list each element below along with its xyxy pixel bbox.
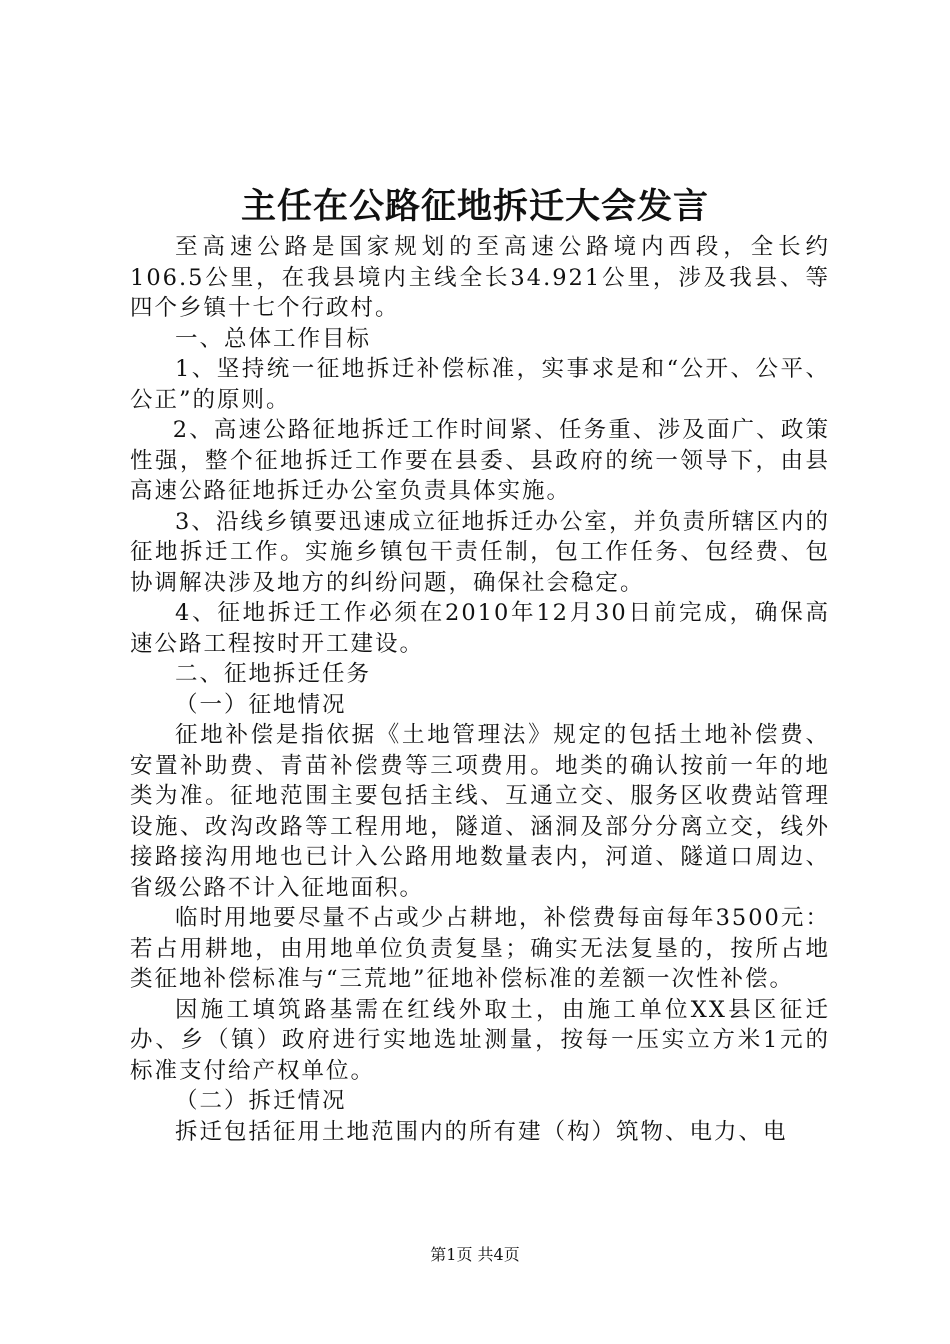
subsection-heading: （一）征地情况 [175, 691, 347, 718]
paragraph: 因施工填筑路基需在红线外取土，由施工单位XX县区征迁办、乡（镇）政府进行实地选址测量，按每一压实立方米1元的标准支付给产权单位。 [130, 996, 830, 1084]
paragraph: 4、征地拆迁工作必须在2010年12月30日前完成，确保高速公路工程按时开工建设。 [130, 600, 830, 657]
section-heading: 二、征地拆迁任务 [175, 661, 372, 687]
section-heading: 一、总体工作目标 [175, 325, 372, 352]
paragraph: 2、高速公路征地拆迁工作时间紧、任务重、涉及面广、政策性强，整个征地拆迁工作要在县委、县政府的统一领导下，由县高速公路征地拆迁办公室负责具体实施。 [130, 417, 830, 504]
paragraph: 1、坚持统一征地拆迁补偿标准，实事求是和“公开、公平、公正”的原则。 [130, 356, 830, 413]
paragraph: 征地补偿是指依据《土地管理法》规定的包括土地补偿费、安置补助费、青苗补偿费等三项费用。地类的确认按前一年的地类为准。征地范围主要包括主线、互通立交、服务区收费站管理设施、改沟改路等工程用地，隧道、涵洞及部分分离立交，线外接路接沟用地也已计入公路用地数量表内，河道、隧道口周边、省级公路不计入征地面积。 [130, 722, 830, 901]
paragraph: 至高速公路是国家规划的至高速公路境内西段，全长约106.5公里，在我县境内主线全长34.921公里，涉及我县、等四个乡镇十七个行政村。 [130, 234, 830, 321]
document-body [130, 232, 830, 1147]
page-footer: 第1页 共4页 [430, 1245, 520, 1264]
paragraph: 拆迁包括征用土地范围内的所有建（构）筑物、电力、电 [175, 1118, 788, 1145]
paragraph: 3、沿线乡镇要迅速成立征地拆迁办公室，并负责所辖区内的征地拆迁工作。实施乡镇包干责任制，包工作任务、包经费、包协调解决涉及地方的纠纷问题，确保社会稳定。 [130, 508, 830, 596]
subsection-heading: （二）拆迁情况 [175, 1088, 347, 1114]
document-title: 主任在公路征地拆迁大会发言 [240, 187, 709, 227]
paragraph: 临时用地要尽量不占或少占耕地，补偿费每亩每年3500元：若占用耕地，由用地单位负责复垦；确实无法复垦的，按所占地类征地补偿标准与“三荒地”征地补偿标准的差额一次性补偿。 [130, 905, 830, 992]
